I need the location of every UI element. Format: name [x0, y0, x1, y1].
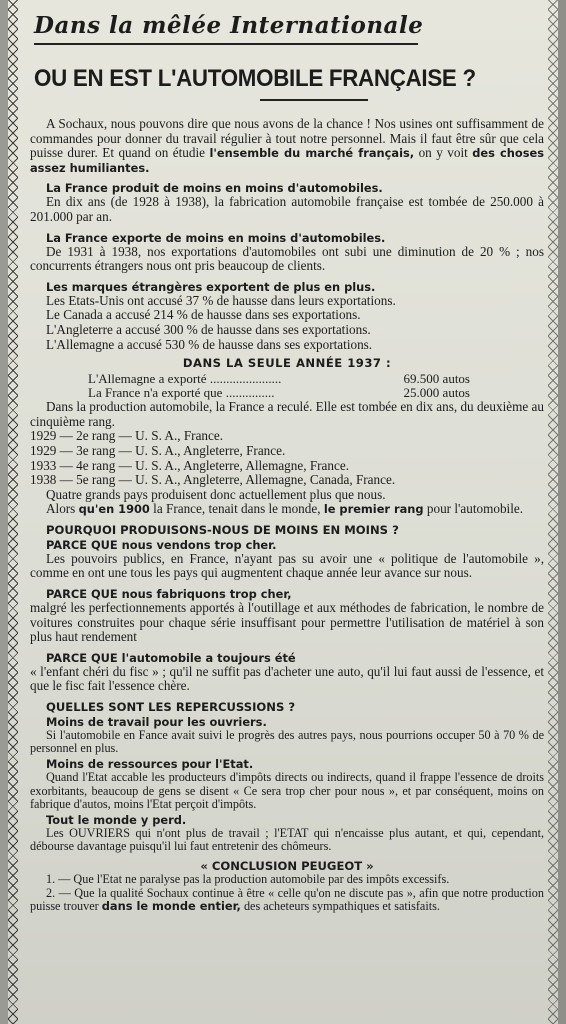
article	[30, 8, 544, 913]
repercussion-body: Si l'automobile en Fance avait suivi le progrès des autres pays, nous pourrions occuper 50 à 70 % de personnel en plus.	[30, 728, 544, 756]
left-page-gutter	[0, 0, 8, 1024]
headline-rule	[260, 99, 368, 101]
intro-mid: on y voit	[414, 145, 473, 161]
export-row-label: La France n'a exporté que ...............	[88, 385, 275, 401]
reason-heading: PARCE QUE l'automobile a toujours été	[46, 650, 296, 665]
repercussion-heading: Tout le monde y perd.	[46, 813, 187, 828]
text-span: 2. — Que la qualité Sochaux continue à être « celle qu'on ne discute pas », afin que notre production puisse trouver	[30, 885, 544, 913]
repercussion-body: Quand l'Etat accable les producteurs d'impôts directs ou indirects, quand il frappe l'essence de droits exorbitants, beaucoup de gens se disent « Ce sera trop cher pour nous », et par conséquent, moins on fabrique d'autos, moins l'Etat perçoit d'impôts.	[30, 770, 544, 811]
decorative-border-left	[8, 0, 18, 1024]
reason-body: Les pouvoirs publics, en France, n'ayant pas su avoir une « politique de l'automobile », comme en ont une tous les pays qui augmentent chaque année leur avance sur nous.	[30, 550, 544, 581]
intro-paragraph	[30, 117, 544, 175]
reason-heading: PARCE QUE nous fabriquons trop cher,	[46, 587, 292, 602]
export-row	[30, 372, 544, 386]
repercussion-heading: Moins de travail pour les ouvriers.	[46, 715, 267, 730]
first-rank-paragraph	[30, 502, 544, 517]
section-heading-foreign: Les marques étrangères exportent de plus en plus.	[46, 279, 376, 294]
bold-span: qu'en 1900	[78, 502, 150, 517]
bold-span: dans le monde entier,	[101, 898, 241, 913]
section-heading-why: POURQUOI PRODUISONS-NOUS DE MOINS EN MOINS ?	[46, 522, 399, 537]
ranking-conclusion: Quatre grands pays produisent donc actuellement plus que nous.	[46, 486, 386, 502]
kicker-underline	[34, 43, 418, 45]
list-item: Le Canada a accusé 214 % de hausse dans ses exportations.	[46, 307, 361, 323]
list-item: 1933 — 4e rang — U. S. A., Angleterre, Allemagne, France.	[30, 457, 349, 473]
foreign-export-list	[30, 294, 544, 352]
reason-body: malgré les perfectionnements apportés à l'outillage et aux méthodes de fabrication, le nombre de voitures construites pour chaque série insuffisant pour permettre l'utilisation de matériel à son plus haut rendement	[30, 600, 544, 645]
ranking-intro: Dans la production automobile, la France a reculé. Elle est tombée en dix ans, du deuxième au cinquième rang.	[30, 399, 544, 429]
export-row-value: 25.000 autos	[403, 385, 470, 401]
list-item: 1929 — 3e rang — U. S. A., Angleterre, France.	[30, 442, 286, 458]
right-page-edge	[558, 0, 566, 1024]
conclusion-point-2	[30, 887, 544, 913]
ranking-list	[30, 429, 544, 487]
list-item: Les Etats-Unis ont accusé 37 % de hausse dans leurs exportations.	[46, 292, 396, 308]
section-heading-exports: La France exporte de moins en moins d'automobiles.	[46, 230, 386, 245]
conclusion-point-1: 1. — Que l'Etat ne paralyse pas la production automobile par des impôts excessifs.	[46, 872, 450, 887]
list-item: L'Allemagne a accusé 530 % de hausse dans ses exportations.	[46, 336, 373, 352]
article-headline: OU EN EST L'AUTOMOBILE FRANÇAISE ?	[34, 65, 476, 92]
intro-bold-1: l'ensemble du marché français,	[209, 146, 415, 161]
intro-bold-2: des choses assez humiliantes.	[30, 146, 545, 175]
section-body-production: En dix ans (de 1928 à 1938), la fabrication automobile française est tombée de 250.000 à 201.000 par an.	[30, 194, 544, 224]
export-row	[30, 386, 544, 400]
text-span: Alors	[46, 501, 79, 517]
section-heading-repercussions: QUELLES SONT LES REPERCUSSIONS ?	[46, 700, 296, 715]
section-kicker: Dans la mêlée Internationale	[34, 12, 424, 39]
text-span: pour l'automobile.	[423, 501, 524, 517]
section-heading-1937: DANS LA SEULE ANNÉE 1937 :	[182, 356, 392, 371]
export-row-label: L'Allemagne a exporté ......................	[88, 371, 282, 387]
conclusion-heading: « CONCLUSION PEUGEOT »	[200, 859, 374, 874]
text-span: la France, tenait dans le monde,	[149, 501, 324, 517]
reason-body: « l'enfant chéri du fisc » ; qu'il ne suffit pas d'acheter une auto, qu'il lui faut aussi de l'essence, et que le fisc fait l'essence chère.	[30, 663, 544, 694]
repercussion-heading: Moins de ressources pour l'Etat.	[46, 757, 254, 772]
intro-text: A Sochaux, nous pouvons dire que nous avons de la chance ! Nos usines ont suffisamment de commandes pour donner du travail régulier à tout notre personnel. Mais il faut être sûr que cela puisse durer. Et quand on étudie	[30, 116, 544, 161]
list-item: 1929 — 2e rang — U. S. A., France.	[30, 428, 224, 444]
bold-span: le premier rang	[323, 502, 424, 517]
repercussions-block	[30, 715, 544, 913]
repercussion-body: Les OUVRIERS qui n'ont plus de travail ; l'ETAT qui n'encaisse plus autant, et qui, cependant, débourse davantage puisqu'il lui faut entretenir des chômeurs.	[30, 826, 544, 854]
list-item: 1938 — 5e rang — U. S. A., Angleterre, Allemagne, Canada, France.	[30, 472, 396, 488]
reason-heading: PARCE QUE nous vendons trop cher.	[46, 537, 277, 552]
list-item: L'Angleterre a accusé 300 % de hausse dans ses exportations.	[46, 321, 371, 337]
export-row-value: 69.500 autos	[403, 371, 470, 387]
section-body-exports: De 1931 à 1938, nos exportations d'automobiles ont subi une diminution de 20 % ; nos concurrents étrangers nous ont pris beaucoup de clients.	[30, 243, 544, 274]
section-heading-production: La France produit de moins en moins d'automobiles.	[46, 181, 383, 196]
decorative-border-right	[548, 0, 558, 1024]
text-span: des acheteurs sympathiques et satisfaits.	[240, 898, 440, 913]
